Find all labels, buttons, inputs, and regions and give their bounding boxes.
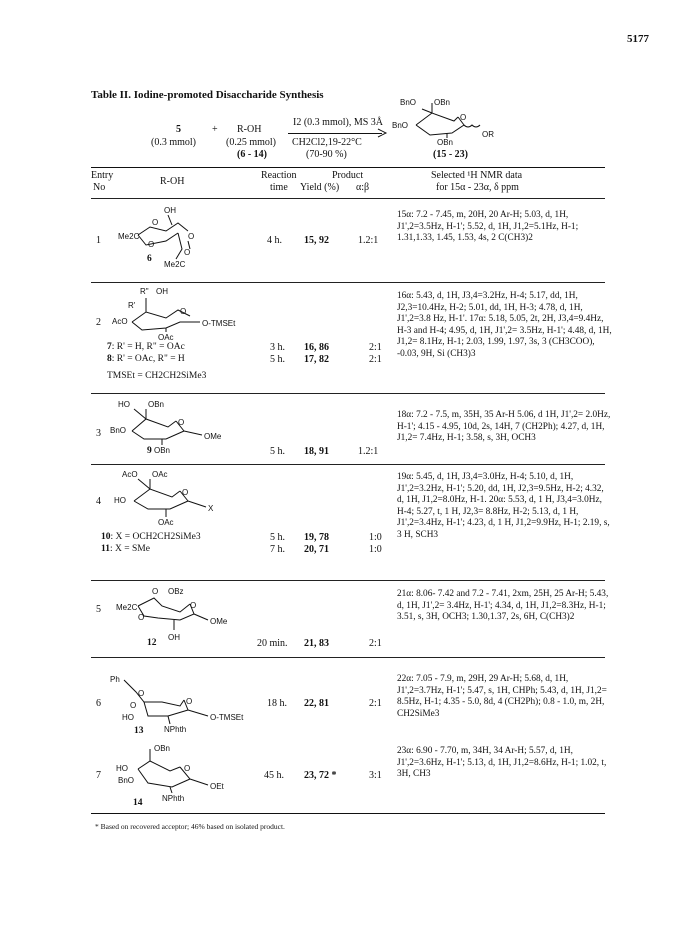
struct-label: O [138,613,145,622]
header-reaction: Reaction [261,170,297,181]
struct-label: Me2C [164,260,186,269]
struct-label: Ph [110,675,120,684]
struct-label: O [178,418,185,427]
struct-label: NPhth [164,725,187,734]
anomer-ratio: 1:0 [369,532,382,543]
entry-number: 2 [96,317,101,328]
conditions-top: I2 (0.3 mmol), MS 3Å [293,117,383,128]
struct-label: OBn [154,446,171,455]
header-alpha-beta: α:β [356,182,370,193]
compound-structure [104,672,264,734]
struct-label: OH [168,633,180,642]
entry-number: 3 [96,428,101,439]
conditions-bottom: CH2Cl2,19-22°C [292,137,362,148]
nmr-data: 19α: 5.45, d, 1H, J3,4=3.0Hz, H-4; 5.10, d, 1H, J1',2=3.2Hz, H-1'; 5.20, dd, 1H, J2,3=9.5Hz, H-2; 4.32, d, 1H, J1,2=8.0Hz, H-1. 20α: 5.53, d, 1 H, J3,4=3.0Hz, H-4; 5.27, t, 1 H, J2,3= 8.8Hz, H-2; 5.13, d, 1 H, J1',2=3.4Hz, H-1'; 4.23, d, 1 H, J1,2=9.9Hz, H-1; 2.19, s, 3 H, SCH3 [397,472,610,540]
product-yield: 17, 82 [304,354,329,365]
struct-label: O [460,113,467,122]
struct-label: O [130,701,137,710]
header-time: time [270,182,288,193]
struct-label: O [182,488,189,497]
header-product: Product [332,170,364,181]
header-nmr-1: Selected ¹H NMR data [431,170,523,181]
plus-sign: + [212,124,218,135]
anomer-ratio: 2:1 [369,638,382,649]
struct-label: OAc [152,470,168,479]
header-entry: Entry [91,170,114,181]
compound-structure [108,397,238,457]
struct-label: R" [140,287,149,296]
product-yield: 21, 83 [304,638,329,649]
compound-structure [116,203,226,268]
reaction-time: 18 h. [267,698,287,709]
rule-header [91,198,605,199]
nmr-data: 22α: 7.05 - 7.9, m, 29H, 29 Ar-H; 5.68, d, 1H, J1',2=3.7Hz, H-1'; 5.47, s, 1H, CHPh; 5.43, d, 1H, J1,2= 8.5Hz, H-1; 4.35 - 5.0, 8d, 4 (CH2Ph); 0.8 - 1.0, m, 2H, CH2SiMe3 [397,674,607,719]
reaction-time: 5 h. [270,532,285,543]
compound-label: 9 [147,446,152,456]
struct-label: OH [164,206,176,215]
struct-label: NPhth [162,794,185,803]
compound-desc: 7: R' = H, R" = OAc [107,342,185,352]
compound-label: 6 [147,254,152,264]
anomer-ratio: 2:1 [369,698,382,709]
product-range: (15 - 23) [433,149,468,160]
reactant2-label: R-OH [237,124,262,135]
struct-label: O [184,764,191,773]
struct-label: HO [118,400,130,409]
row-divider [91,580,605,581]
yield-range: (70-90 %) [306,149,347,160]
anomer-ratio: 2:1 [369,354,382,365]
struct-label: HO [122,713,134,722]
struct-label: OBn [437,138,454,147]
struct-label: OEt [210,782,224,791]
struct-label: O [152,218,159,227]
product-yield: 20, 71 [304,544,329,555]
struct-label: OBn [148,400,165,409]
header-no: No [93,182,106,193]
compound-label: 13 [134,726,144,736]
nmr-data: 15α: 7.2 - 7.45, m, 20H, 20 Ar-H; 5.03, d, 1H, J1',2=3.5Hz, H-1'; 5.52, d, 1H, J1,2=5.1Hz, H-1; 1.31,1.33, 1.45, 1.53, 4s, 2 C(CH3)2 [397,210,579,244]
struct-label: O [186,697,193,706]
compound-structure [112,467,242,529]
compound-label: 14 [133,798,143,808]
struct-label: OR [482,130,494,139]
struct-label: BnO [110,426,127,435]
reaction-time: 4 h. [267,235,282,246]
product-structure [392,95,522,150]
compound-structure [114,741,244,803]
struct-label: OBz [168,587,184,596]
header-yield: Yield (%) [300,182,340,193]
row-divider [91,464,605,465]
compound-desc: 10: X = OCH2CH2SiMe3 [101,532,201,542]
anomer-ratio: 1.2:1 [358,446,379,457]
compound-structure [114,584,244,642]
row-divider [91,393,605,394]
reaction-time: 5 h. [270,446,285,457]
struct-label: O [180,307,187,316]
struct-label: OAc [158,518,174,527]
product-yield: 16, 86 [304,342,329,353]
reaction-time: 20 min. [257,638,288,649]
entry-number: 4 [96,496,101,507]
row-divider [91,657,605,658]
struct-label: Me2C [118,232,140,241]
anomer-ratio: 3:1 [369,770,382,781]
struct-label: Me2C [116,603,138,612]
compound-structure [110,284,270,346]
struct-label: BnO [400,98,417,107]
struct-label: AcO [112,317,128,326]
struct-label: OH [156,287,168,296]
product-yield: 23, 72 * [304,770,337,781]
rule-bottom [91,813,605,814]
struct-label: O [184,248,191,257]
table-footnote: * Based on recovered acceptor; 46% based on isolated product. [95,822,285,831]
compound-desc: 11: X = SMe [101,544,150,554]
entry-number: 6 [96,698,101,709]
struct-label: AcO [122,470,138,479]
struct-label: O [188,232,195,241]
struct-label: OBn [434,98,451,107]
reaction-time: 7 h. [270,544,285,555]
nmr-data: 18α: 7.2 - 7.5, m, 35H, 35 Ar-H 5.06, d 1H, J1',2= 2.0Hz, H-1'; 4.15 - 4.95, 10d, 2s, 14H, 7 (CH2Ph); 4.27, d, 1H, J1,2= 7.4Hz, H-1; 3.58, s, 3H, OCH3 [397,410,611,444]
entry-number: 1 [96,235,101,246]
struct-label: O [190,601,197,610]
reactant2-range: (6 - 14) [237,149,267,160]
reaction-time: 45 h. [264,770,284,781]
nmr-data: 23α: 6.90 - 7.70, m, 34H, 34 Ar-H; 5.57, d, 1H, J1',2=3.6Hz, H-1'; 5.13, d, 1H, J1,2=8.6Hz, H-1; 1.02, t, 3H, CH3 [397,746,607,780]
reaction-arrow [288,133,382,134]
rule-top [91,167,605,168]
reactant2-amount: (0.25 mmol) [226,137,276,148]
nmr-data: 21α: 8.06- 7.42 and 7.2 - 7.41, 2xm, 25H, 25 Ar-H; 5.43, d, 1H, J1',2= 3.4Hz, H-1'; 4.34, d, 1H, J1,2=8.3Hz, H-1; 3.51, s, 3H, OCH3; 1.30,1.37, 2s, 6H, C(CH3)2 [397,589,609,623]
product-yield: 22, 81 [304,698,329,709]
struct-label: O-TMSEt [210,713,244,722]
struct-label: O [138,689,145,698]
struct-label: X [208,504,214,513]
struct-label: HO [114,496,126,505]
product-yield: 15, 92 [304,235,329,246]
struct-label: BnO [118,776,135,785]
reaction-time: 5 h. [270,354,285,365]
header-roh: R-OH [160,176,185,187]
anomer-ratio: 1.2:1 [358,235,379,246]
struct-label: OAc [158,333,174,342]
reactant1-amount: (0.3 mmol) [151,137,196,148]
struct-label: OBn [154,744,171,753]
struct-label: O [148,240,155,249]
struct-label: O-TMSEt [202,319,236,328]
compound-label: 12 [147,638,157,648]
product-yield: 19, 78 [304,532,329,543]
struct-label: BnO [392,121,409,130]
arrow-head-icon [378,128,388,138]
struct-label: OMe [204,432,222,441]
struct-label: R' [128,301,136,310]
anomer-ratio: 1:0 [369,544,382,555]
nmr-data: 16α: 5.43, d, 1H, J3,4=3.2Hz, H-4; 5.17, dd, 1H, J2,3=10.4Hz, H-2; 5.01, dd, 1H, H-3; 4.78, d, 1H, J1',2=3.8 Hz, H-1'. 17α: 5.18, 5.05, 2t, 2H, J3,4=9.4Hz, H-3 and H-4; 4.95, d, 1H, J1',2= 3.5Hz, H-1'; 4.48, d, 1H, J1,2= 8.1Hz, H-1; 2.03, 1.99, 1.97, 3s, 3 (CH3COO), -0.03, 9H, Si (CH3)3 [397,291,612,359]
reaction-time: 3 h. [270,342,285,353]
page-number: 5177 [627,33,649,45]
product-yield: 18, 91 [304,446,329,457]
header-nmr-2: for 15α - 23α, δ ppm [436,182,519,193]
entry-number: 7 [96,770,101,781]
reactant1-label: 5 [176,124,181,135]
anomer-ratio: 2:1 [369,342,382,353]
struct-label: HO [116,764,128,773]
compound-desc: 8: R' = OAc, R" = H [107,354,185,364]
abbreviation-note: TMSEt = CH2CH2SiMe3 [107,371,207,381]
row-divider [91,282,605,283]
struct-label: O [152,587,159,596]
struct-label: OMe [210,617,228,626]
entry-number: 5 [96,604,101,615]
table-title: Table II. Iodine-promoted Disaccharide Synthesis [91,89,324,101]
